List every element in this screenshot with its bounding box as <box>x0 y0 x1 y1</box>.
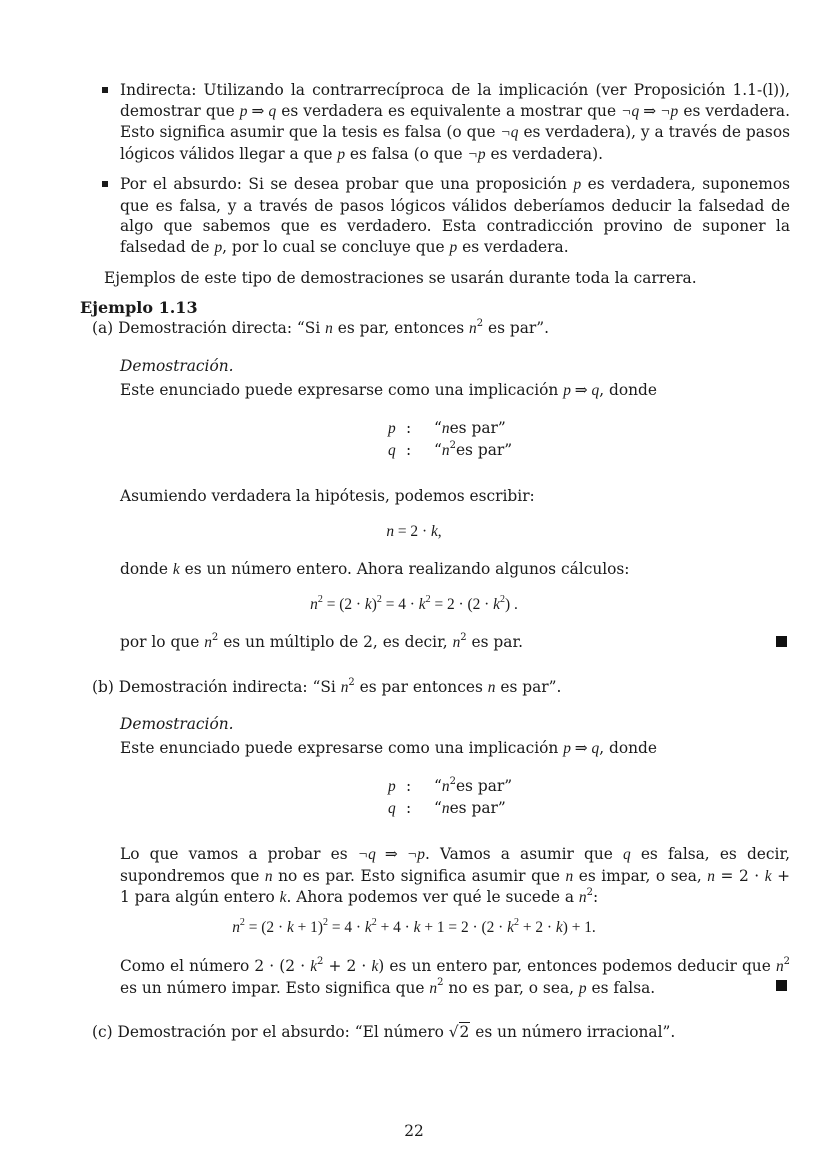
equation-n-2k: n = 2 · k, <box>386 523 442 540</box>
bullet-text: Por el absurdo: Si se desea probar que una proposición p es verdadera, suponemos que es falsa, y a través de pasos lógicos válidos deberíamos deducir la falsedad de algo que sabemos que es verdadero. Esta contradicción provino de suponer la falsedad de p, por lo cual se concluye que p es verdadera. <box>120 175 790 256</box>
example-heading: Ejemplo 1.13 <box>80 298 198 317</box>
equation-odd-square: $n^2 = (2 \cdot k + 1)^2 = 4 \cdot k^2 + 4 \cdot k + 1 = 2 \cdot (2 \cdot k^2 + 2 \cdot k) + 1$. <box>232 916 596 936</box>
part-b-demo-title: Demostración. <box>120 715 234 733</box>
page-number: 22 <box>404 1122 424 1140</box>
definition-p: p : “$n^2es$ par” <box>388 775 513 795</box>
part-b-definitions <box>388 776 512 820</box>
part-a-assume: Asumiendo verdadera la hipótesis, podemos escribir: <box>120 487 535 505</box>
definition-p: p : “nes par” <box>388 419 506 437</box>
qed-square-b <box>776 980 787 991</box>
part-b-paragraph-1: Lo que vamos a probar es ¬q ⇒ ¬p. Vamos a asumir que q es falsa, es decir, supondremos que n no es par. Esto significa asumir que n es impar, o sea, n = 2 · k + 1 para algún entero k. Ahora podemos ver qué le sucede a $n^2$: <box>120 845 791 906</box>
part-a-demo-title: Demostración. <box>120 357 234 375</box>
part-b-statement: (b) Demostración indirecta: “Si $n^2$ es par entonces n es par”. <box>92 676 562 696</box>
part-b-enunciado: Este enunciado puede expresarse como una implicación p ⇒ q, donde <box>120 739 657 757</box>
part-c-statement: (c) Demostración por el absurdo: “El número √2 es un número irracional”. <box>92 1023 676 1041</box>
part-a-statement: (a) Demostración directa: “Si n es par, entonces $n^2$ es par”. <box>92 317 550 337</box>
bullet-marker <box>102 87 108 93</box>
equation-n-squared: $n^2 = (2 \cdot k)^2 = 4 \cdot k^2 = 2 \cdot (2 \cdot k^2)$ . <box>310 593 518 613</box>
intro-examples: Ejemplos de este tipo de demostraciones se usarán durante toda la carrera. <box>104 269 697 287</box>
part-b-paragraph-2: Como el número $2 \cdot (2 \cdot k^2 + 2 \cdot k)$ es un entero par, entonces podemos deducir que $n^2$ es un número impar. Esto significa que $n^2$ no es par, o sea, p es falsa. <box>120 955 791 997</box>
sqrt-two: √2 <box>448 1023 470 1041</box>
bullet-indirecta <box>104 80 790 165</box>
definition-q: q : “$n^2es$ par” <box>388 439 513 459</box>
part-a-donde: donde k es un número entero. Ahora realizando algunos cálculos: <box>120 560 630 578</box>
part-a-definitions <box>388 418 512 462</box>
definition-q: q : “nes par” <box>388 799 506 817</box>
qed-square-a <box>776 636 787 647</box>
bullet-text: Indirecta: Utilizando la contrarrecíproca de la implicación (ver Proposición 1.1-(l)), demostrar que p ⇒ q es verdadera es equivalente a mostrar que ¬q ⇒ ¬p es verdadera. Esto significa asumir que la tesis es falsa (o que ¬q es verdadera), y a través de pasos lógicos válidos llegar a que p es falsa (o que ¬p es verdadera). <box>120 81 790 163</box>
bullet-absurdo <box>104 174 790 258</box>
bullet-marker <box>102 181 108 187</box>
part-a-enunciado: Este enunciado puede expresarse como una implicación p ⇒ q, donde <box>120 381 657 399</box>
part-a-conclusion: por lo que $n^2$ es un múltiplo de 2, es decir, $n^2$ es par. <box>120 631 524 651</box>
